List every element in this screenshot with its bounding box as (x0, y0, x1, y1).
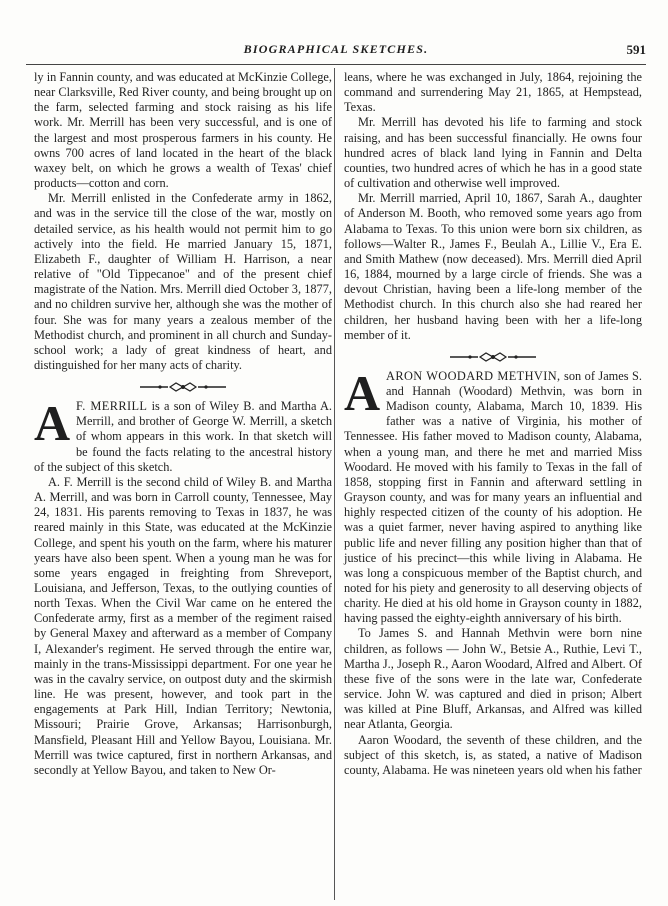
section-ornament (344, 350, 642, 364)
sketch-lead: ARON WOODARD METHVIN, (386, 368, 561, 383)
sketch-lead: F. MERRILL (76, 399, 148, 414)
section-ornament (34, 380, 332, 394)
paragraph: Mr. Merrill enlisted in the Confederate army in 1862, and was in the service till the close of the war, mostly on detailed service, as his health would not permit him to go actively into the field. He married January 15, 1871, Elizabeth F., daughter of William H. Harrison, a near relative of "Old Tippecanoe" and of the present chief magistrate of the Nation. Mrs. Merrill died October 3, 1877, and no children survive her, although she was the mother of four. She was for many years a zealous member of the Methodist church, and prominent in all church and Sunday-school work; a lady of great kindness of heart, and distinguished for her many acts of charity. (34, 191, 332, 372)
paragraph: F. MERRILL is a son of Wiley B. and Martha A. Merrill, and brother of George W. Merrill, a sketch of whom appears in this work. In that sketch will be found the facts relating to the ancestral history of the subject of this sketch. (34, 399, 332, 474)
paragraph: Mr. Merrill has devoted his life to farming and stock raising, and has been successful financially. He owns four hundred acres of black land lying in Fannin and Delta counties, two hundred acres of which he has in a good state of cultivation and otherwise well improved. (344, 115, 642, 191)
left-column (34, 70, 332, 778)
running-head: BIOGRAPHICAL SKETCHES. (243, 42, 429, 56)
paragraph: Aaron Woodard, the seventh of these children, and the subject of this sketch, is, as stated, a native of Madison county, Alabama. He was nineteen years old when his father (344, 732, 642, 777)
page-header (26, 42, 646, 58)
paragraph: ly in Fannin county, and was educated at McKinzie College, near Clarksville, Red River county, and being brought up on the farm, selected farming and stock raising as his life work. Mr. Merrill has been very successful, and is one of the largest and most prosperous farmers in his county. He owns 700 acres of land located in the heart of the black waxey belt, on which he grows a wealth of Texas' chief products—cotton and corn. (34, 70, 332, 191)
right-column (344, 70, 642, 778)
drop-cap: A (344, 364, 381, 421)
drop-cap: A (34, 395, 71, 452)
paragraph: A. F. Merrill is the second child of Wiley B. and Martha A. Merrill, and was born in Carroll county, Tennessee, May 24, 1831. His parents removing to Texas in 1837, he was reared mainly in this State, was educated at the McKinzie College, and spent his youth on the farm, where his maturer years have also been spent. When a young man he was for some years engaged in freighting from Shreveport, Louisiana, and Jefferson, Texas, to the outlying counties of north Texas. When the Civil War came on he entered the Confederate army, first as a member of the regiment raised by General Maxey and afterward as a member of Company I, Alexander's regiment. He served through the entire war, mainly in the trans-Mississippi department. For one year he was in the cavalry service, on outpost duty and the skirmish line. He was present, however, and took part in the engagements at Park Hill, Indian Territory; Newtonia, Missouri; Prairie Grove, Arkansas; Harrisonburgh, Mansfield, Pleasant Hill and Yellow Bayou, Louisiana. Mr. Merrill was twice captured, first in northern Arkansas, and secondly at Yellow Bayou, and taken to New Or- (34, 474, 332, 777)
paragraph: Mr. Merrill married, April 10, 1867, Sarah A., daughter of Anderson M. Booth, who removed some years ago from Alabama to Texas. To this union were born six children, as follows—Walter R., James F., Beulah A., Lillie V., Era E. and Smith Mathew (now deceased). Mrs. Merrill died April 16, 1884, mourned by a large circle of friends. She was a devout Christian, having been a life-long member of the Methodist church. In this church also she had reared her children, her husband having been with her a life-long member of it. (344, 191, 642, 342)
paragraph: leans, where he was exchanged in July, 1864, rejoining the command and surrendering May 21, 1865, at Hempstead, Texas. (344, 70, 642, 115)
paragraph: ARON WOODARD METHVIN, son of James S. and Hannah (Woodard) Methvin, was born in Madison county, Alabama, March 10, 1839. His father was a native of Virginia, his mother of Tennessee. His father moved to Madison county, Alabama, when a young man, and there he met and married Miss Woodard. He moved with his family to Texas in the fall of 1858, stopping first in Fannin and afterward settling in Grayson county, and was for many years an influential and highly respected citizen of the county of his adoption. He was a quiet farmer, never having aspired to anything like public life and never filling any position higher than that of justice of his precinct—this while living in Alabama. He was long a conspicuous member of the Baptist church, and noted for his piety and generosity to all deserving objects of charity. He died at his old home in Grayson county in 1882, having passed the eighty-eighth anniversary of his birth. (344, 368, 642, 626)
column-divider (334, 68, 335, 900)
page-number: 591 (626, 42, 646, 57)
ornament-divider-icon (138, 381, 228, 393)
paragraph: To James S. and Hannah Methvin were born nine children, as follows — John W., Betsie A., Ruthie, Levi T., Martha J., Joseph R., Aaron Woodard, Alfred and Albert. Of these five of the sons were in the late war, Confederate service. John W. was captured and died in prison; Albert was killed at Pine Bluff, Arkansas, and Alfred was killed near Atlanta, Georgia. (344, 626, 642, 732)
ornament-divider-icon (448, 351, 538, 363)
header-rule (26, 64, 646, 65)
